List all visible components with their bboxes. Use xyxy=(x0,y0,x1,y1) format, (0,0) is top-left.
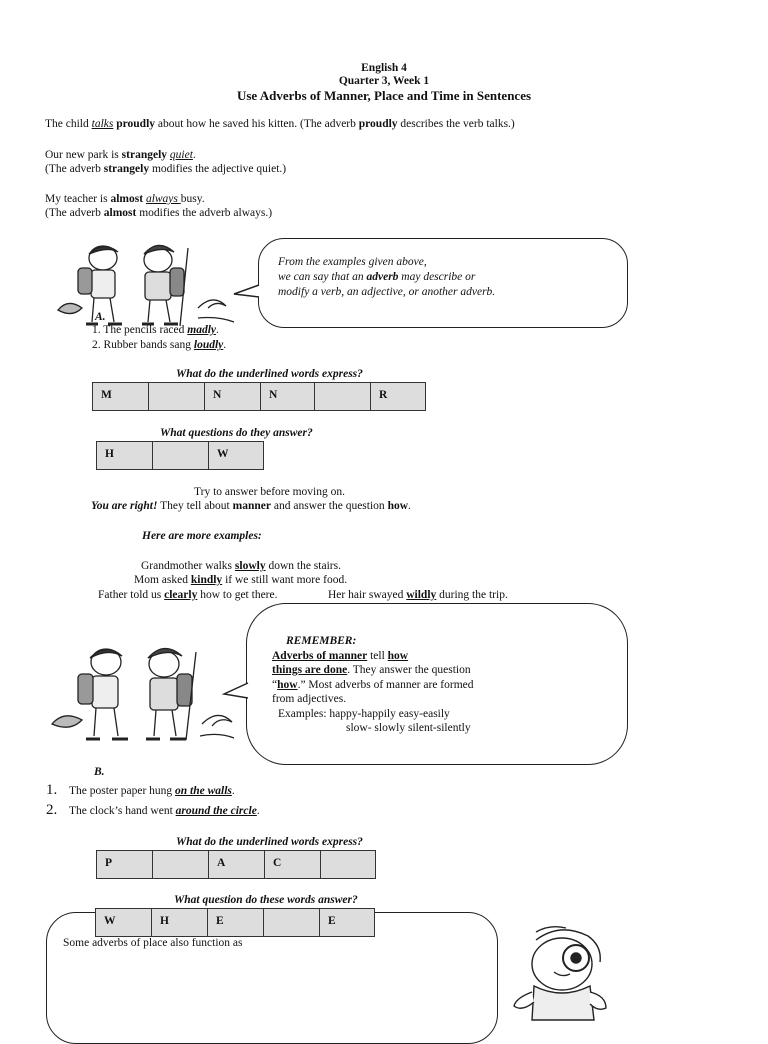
section-a-question-1: What do the underlined words express? xyxy=(176,368,363,380)
place-note-text: Some adverbs of place also function as xyxy=(63,937,243,949)
section-b-question-2: What question do these words answer? xyxy=(174,894,358,906)
grid-cell[interactable]: W xyxy=(209,442,263,469)
grid-cell[interactable] xyxy=(264,909,320,936)
you-are-right-text: You are right! They tell about manner and answer the question how. xyxy=(91,500,411,512)
mascot-magnifier-illustration xyxy=(506,922,618,1024)
section-a-label: A. xyxy=(95,311,106,323)
speech-bubble-tail xyxy=(232,282,262,302)
grid-cell[interactable] xyxy=(153,442,209,469)
intro-example-2: Our new park is strangely quiet. xyxy=(45,149,196,161)
section-a-item-2: 2. Rubber bands sang loudly. xyxy=(92,339,227,351)
grid-cell[interactable] xyxy=(315,383,371,410)
answer-grid-place xyxy=(96,850,376,879)
grid-cell[interactable]: A xyxy=(209,851,265,878)
quarter-heading: Quarter 3, Week 1 xyxy=(338,75,430,87)
section-b-label: B. xyxy=(94,766,105,778)
more-example-3: Father told us clearly how to get there. xyxy=(98,589,278,601)
grid-cell[interactable]: H xyxy=(152,909,208,936)
section-b-item-1: The poster paper hung on the walls. xyxy=(69,785,235,797)
grid-cell[interactable]: W xyxy=(96,909,152,936)
speech-bubble-tail-2 xyxy=(222,680,250,704)
try-instruction: Try to answer before moving on. xyxy=(194,486,345,498)
kids-hiking-illustration xyxy=(48,238,238,330)
more-examples-heading: Here are more examples: xyxy=(142,530,262,542)
subject-heading: English 4 xyxy=(361,62,407,74)
bubble-1-text: From the examples given above, we can say that an adverb may describe or modify a verb, an adjective, or another adverb. xyxy=(278,256,496,298)
page-title: Use Adverbs of Manner, Place and Time in Sentences xyxy=(236,88,532,103)
answer-grid-how xyxy=(96,441,264,470)
grid-cell[interactable]: N xyxy=(205,383,261,410)
kids-hiking-illustration-2 xyxy=(46,640,236,746)
section-b-question-1: What do the underlined words express? xyxy=(176,836,363,848)
section-b-item-2: The clock’s hand went around the circle. xyxy=(69,805,260,817)
section-b-number-2: 2. xyxy=(46,802,58,818)
grid-cell[interactable]: E xyxy=(208,909,264,936)
remember-text: REMEMBER: Adverbs of manner tell how things are done. They answer the question “how.” Most adverbs of manner are formed from adjectives. Examples: happy-happily easy-easily slow- slowly silent-silently xyxy=(272,635,474,734)
intro-example-1: The child talks proudly about how he saved his kitten. (The adverb proudly describes the verb talks.) xyxy=(45,118,515,130)
grid-cell[interactable]: H xyxy=(97,442,153,469)
grid-cell[interactable]: M xyxy=(93,383,149,410)
section-b-number-1: 1. xyxy=(46,782,58,798)
section-a-question-2: What questions do they answer? xyxy=(160,427,313,439)
more-example-2: Mom asked kindly if we still want more food. xyxy=(134,574,348,586)
grid-cell[interactable] xyxy=(153,851,209,878)
grid-cell[interactable] xyxy=(149,383,205,410)
grid-cell[interactable]: C xyxy=(265,851,321,878)
answer-grid-where xyxy=(95,908,375,937)
answer-grid-manner xyxy=(92,382,426,411)
grid-cell[interactable]: R xyxy=(371,383,425,410)
section-a-item-1: 1. The pencils raced madly. xyxy=(92,324,219,336)
intro-example-3-explanation: (The adverb almost modifies the adverb always.) xyxy=(45,207,273,219)
more-example-1: Grandmother walks slowly down the stairs. xyxy=(141,560,341,572)
intro-example-2-explanation: (The adverb strangely modifies the adjective quiet.) xyxy=(45,163,287,175)
grid-cell[interactable]: P xyxy=(97,851,153,878)
grid-cell[interactable]: E xyxy=(320,909,374,936)
intro-example-3: My teacher is almost always busy. xyxy=(45,193,205,205)
more-example-4: Her hair swayed wildly during the trip. xyxy=(328,589,508,601)
grid-cell[interactable] xyxy=(321,851,375,878)
grid-cell[interactable]: N xyxy=(261,383,315,410)
